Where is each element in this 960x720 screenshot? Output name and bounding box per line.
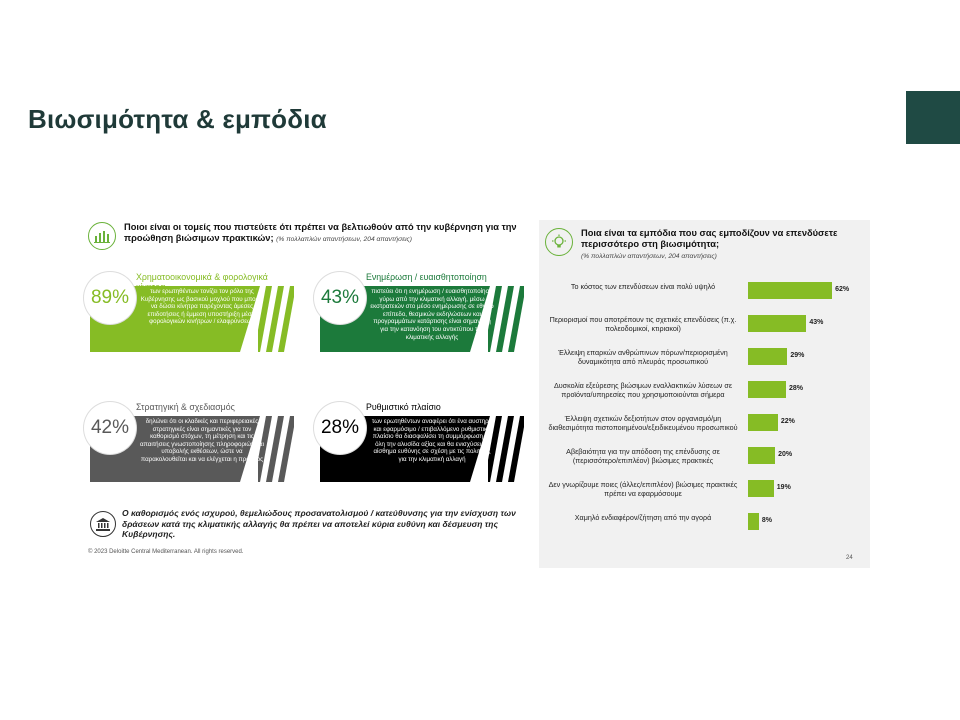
- card-body: δηλώνει ότι οι κλαδικές και περιφερειακές στρατηγικές είναι σημαντικές για τον καθορισμό στόχων, τη μέτρηση και τις απαιτήσεις γνωστοποίησης πληροφοριών και υποβολής εκθέσεων, ώστε να παρακολουθείται και να ελέγχεται η πρόοδος: [140, 418, 264, 463]
- card-body: πιστεύει ότι η ενημέρωση / ευαισθητοποίηση γύρω από την κλιματική αλλαγή, μέσω εκστρατειών στο μέσο ενημέρωσης σε εθνικό επίπεδο, θεσμικών εκδηλώσεων και προγραμμάτων κατάρτισης είναι σημαντική για την κατανόηση του αντικτύπου της κλιματικής αλλαγής: [370, 288, 494, 341]
- right-question-header: [545, 228, 863, 262]
- card-strategy: [84, 402, 294, 487]
- copyright: © 2023 Deloitte Central Mediterranean. All rights reserved.: [88, 549, 244, 555]
- bar: [748, 447, 775, 464]
- right-question: Ποια είναι τα εμπόδια που σας εμποδίζουν να επενδύσετε περισσότερο στη βιωσιμότητα; (% πολλαπλών απαντήσεων, 204 απαντήσεις): [581, 228, 838, 260]
- bar: [748, 348, 787, 365]
- lightbulb-icon: [545, 228, 573, 256]
- bar: [748, 480, 774, 497]
- government-building-icon: [90, 511, 116, 537]
- bar-value-label: 28%: [789, 385, 804, 392]
- bar: [748, 282, 832, 299]
- bar-category-label: Το κόστος των επενδύσεων είναι πολύ υψηλό: [570, 282, 716, 291]
- left-question: Ποιοι είναι οι τομείς που πιστεύετε ότι πρέπει να βελτιωθούν από την κυβέρνηση για την προώθηση βιώσιμων πρακτικών; (% πολλαπλών απαντήσεων, 204 απαντήσεις): [124, 222, 517, 243]
- bar-value-label: 19%: [776, 484, 791, 491]
- bar-row: [539, 513, 870, 545]
- bar-row: [539, 315, 870, 347]
- bar-category-label: Αβεβαιότητα για την απόδοση της επένδυσης σε (περισσότερο/επιπλέον) βιώσιμες πρακτικές: [566, 447, 720, 465]
- bar-row: [539, 447, 870, 479]
- card-title: Χρηματοοικονομικά & φορολογικά κίνητρα: [136, 272, 268, 292]
- card-regulatory: [314, 402, 524, 487]
- card-title: Στρατηγική & σχεδιασμός: [136, 402, 235, 412]
- bar-row: [539, 480, 870, 512]
- card-title: Ενημέρωση / ευαισθητοποίηση: [366, 272, 487, 282]
- bar: [748, 315, 806, 332]
- card-title: Ρυθμιστικό πλαίσιο: [366, 402, 441, 412]
- page-number: 24: [846, 555, 853, 561]
- bottom-statement-text: Ο καθορισμός ενός ισχυρού, θεμελιώδους προσανατολισμού / κατεύθυνσης για την ενίσχυση των δράσεων κατά της κλιματικής αλλαγής θα πρέπει να αποτελεί κύρια ευθύνη και δέσμευση της Κυβέρνησης.: [122, 508, 516, 539]
- bar-category-label: Περιορισμοί που αποτρέπουν τις σχετικές επενδύσεις (π.χ. πολεοδομικοί, κτιριακοί): [549, 315, 737, 333]
- header-accent-block: [906, 91, 960, 144]
- bar: [748, 513, 759, 530]
- card-percentage: 89%: [84, 272, 136, 324]
- page-title: Βιωσιμότητα & εμπόδια: [28, 104, 327, 134]
- bar-row: [539, 381, 870, 413]
- bar-value-label: 20%: [778, 451, 793, 458]
- slide-content: [84, 212, 870, 568]
- left-panel: [84, 212, 526, 568]
- bar-row: [539, 282, 870, 314]
- bar-value-label: 29%: [790, 352, 805, 359]
- bar: [748, 381, 786, 398]
- card-percentage: 42%: [84, 402, 136, 454]
- right-panel: [539, 220, 870, 568]
- card-awareness: [314, 272, 524, 357]
- bar-category-label: Έλλειψη σχετικών δεξιοτήτων στον οργανισμό/μη διαθεσιμότητα πιστοποιημένου/εξειδικευμένου προσωπικού: [548, 414, 738, 432]
- bar-category-label: Δεν γνωρίζουμε ποιες (άλλες/επιπλέον) βιώσιμες πρακτικές πρέπει να εφαρμόσουμε: [548, 480, 738, 498]
- left-question-note: (% πολλαπλών απαντήσεων, 204 απαντήσεις): [276, 236, 413, 243]
- bar: [748, 414, 778, 431]
- card-percentage: 43%: [314, 272, 366, 324]
- bar-category-label: Χαμηλό ενδιαφέρον/ζήτηση από την αγορά: [574, 513, 712, 522]
- card-body: των ερωτηθέντων αναφέρει ότι ένα αυστηρό και εφαρμόσιμο / επιβαλλόμενο ρυθμιστικό πλαίσιο θα διασφαλίσει τη συμμόρφωση σε όλη την αλυσίδα αξίας και θα ενισχύσει το αίσθημα ευθύνης σε σχέση με τις πολιτικές για την κλιματική αλλαγή: [371, 418, 493, 463]
- bar-category-label: Δυσκολία εξεύρεσης βιώσιμων εναλλακτικών λύσεων σε προϊόντα/υπηρεσίες που χρησιμοποιούνται σήμερα: [553, 381, 733, 399]
- bar-row: [539, 414, 870, 446]
- card-financial: [84, 272, 294, 357]
- right-question-note: (% πολλαπλών απαντήσεων, 204 απαντήσεις): [581, 253, 717, 260]
- bar-category-label: Έλλειψη επαρκών ανθρώπινων πόρων/περιορισμένη δυναμικότητα από πλευράς προσωπικού: [558, 348, 728, 366]
- bar-row: [539, 348, 870, 380]
- left-question-header: [88, 222, 520, 250]
- bar-value-label: 62%: [835, 286, 850, 293]
- card-body: των ερωτηθέντων τονίζει τον ρόλο της Κυβέρνησης ως βασικού μοχλού που μπορεί να δώσει κίνητρα παρέχοντας άμεσες επιδοτήσεις ή έμμεση υποστήριξη μέσω φορολογικών κινήτρων / ελαφρύνσεων: [140, 288, 264, 326]
- bar-value-label: 22%: [780, 418, 795, 425]
- bar-value-label: 8%: [761, 517, 772, 524]
- bar-chart-icon: [88, 222, 116, 250]
- bar-value-label: 43%: [809, 319, 824, 326]
- card-percentage: 28%: [314, 402, 366, 454]
